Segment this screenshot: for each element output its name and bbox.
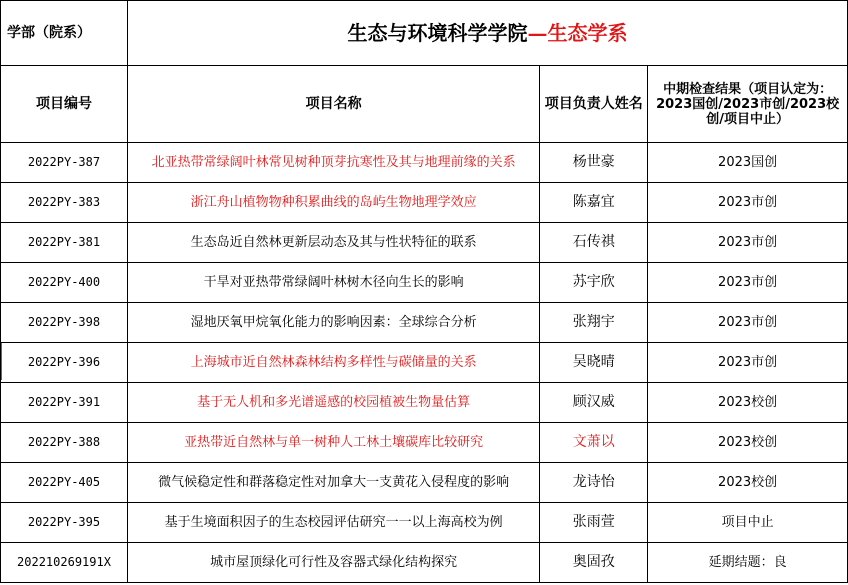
name-cell[interactable]: 生态岛近自然林更新层动态及其与性状特征的联系 [127,223,539,263]
person-cell[interactable]: 石传祺 [540,223,648,263]
table-row [1,143,848,183]
person-cell[interactable]: 张翔宇 [540,303,648,343]
result-cell[interactable]: 2023校创 [648,383,848,423]
table-row [1,263,848,303]
result-cell[interactable]: 项目中止 [648,503,848,543]
name-cell[interactable]: 上海城市近自然林森林结构多样性与碳储量的关系 [127,343,539,383]
result-cell[interactable]: 2023市创 [648,183,848,223]
table-row [1,343,848,383]
result-cell[interactable]: 2023校创 [648,423,848,463]
name-cell[interactable]: 北亚热带常绿阔叶林常见树种顶芽抗寒性及其与地理前缘的关系 [127,143,539,183]
table-row [1,383,848,423]
result-cell[interactable]: 2023市创 [648,223,848,263]
person-cell[interactable]: 苏宇欣 [540,263,648,303]
name-cell[interactable]: 干旱对亚热带常绿阔叶林树木径向生长的影响 [127,263,539,303]
person-cell[interactable]: 杨世豪 [540,143,648,183]
header-check-result[interactable]: 中期检查结果（项目认定为：2023国创/2023市创/2023校创/项目中止） [648,66,848,143]
name-cell[interactable]: 基于生境面积因子的生态校园评估研究一一以上海高校为例 [127,503,539,543]
table-row [1,303,848,343]
code-cell[interactable]: 2022PY-405 [1,463,128,503]
code-cell[interactable]: 2022PY-395 [1,503,128,543]
header-person[interactable]: 项目负责人姓名 [540,66,648,143]
name-cell[interactable]: 城市屋顶绿化可行性及容器式绿化结构探究 [127,543,539,583]
result-cell[interactable]: 2023国创 [648,143,848,183]
header-name[interactable]: 项目名称 [127,66,539,143]
table-row [1,223,848,263]
person-cell[interactable]: 龙诗怡 [540,463,648,503]
code-cell[interactable]: 2022PY-396 [1,343,128,383]
result-cell[interactable]: 2023市创 [648,263,848,303]
name-cell[interactable]: 微气候稳定性和群落稳定性对加拿大一支黄花入侵程度的影响 [127,463,539,503]
name-cell[interactable]: 亚热带近自然林与单一树种人工林土壤碳库比较研究 [127,423,539,463]
table-body [1,143,848,583]
name-cell[interactable]: 湿地厌氧甲烷氧化能力的影响因素：全球综合分析 [127,303,539,343]
result-cell[interactable]: 延期结题：良 [648,543,848,583]
department-name: 生态学系 [547,20,628,45]
college-row [1,1,848,66]
table-row [1,543,848,583]
header-code[interactable]: 项目编号 [1,66,128,143]
code-cell[interactable]: 202210269191X [1,543,128,583]
code-cell[interactable]: 2022PY-391 [1,383,128,423]
result-cell[interactable]: 2023市创 [648,303,848,343]
result-cell[interactable]: 2023校创 [648,463,848,503]
name-cell[interactable]: 基于无人机和多光谱遥感的校园植被生物量估算 [127,383,539,423]
college-title-cell[interactable] [127,1,847,66]
name-cell[interactable]: 浙江舟山植物物种积累曲线的岛屿生物地理学效应 [127,183,539,223]
code-cell[interactable]: 2022PY-383 [1,183,128,223]
table-row [1,503,848,543]
code-cell[interactable]: 2022PY-387 [1,143,128,183]
code-cell[interactable]: 2022PY-398 [1,303,128,343]
person-cell[interactable]: 文萧以 [540,423,648,463]
person-cell[interactable]: 奥固孜 [540,543,648,583]
person-cell[interactable]: 吴晓晴 [540,343,648,383]
code-cell[interactable]: 2022PY-388 [1,423,128,463]
code-cell[interactable]: 2022PY-400 [1,263,128,303]
dept-label-cell[interactable]: 学部（院系） [1,1,128,66]
code-cell[interactable]: 2022PY-381 [1,223,128,263]
person-cell[interactable]: 陈嘉宜 [540,183,648,223]
table-row [1,423,848,463]
person-cell[interactable]: 张雨萱 [540,503,648,543]
table-row [1,183,848,223]
college-separator: — [527,20,548,45]
person-cell[interactable]: 顾汉威 [540,383,648,423]
column-header-row [1,66,848,143]
table-row [1,463,848,503]
college-name: 生态与环境科学学院 [347,20,528,45]
result-cell[interactable]: 2023市创 [648,343,848,383]
